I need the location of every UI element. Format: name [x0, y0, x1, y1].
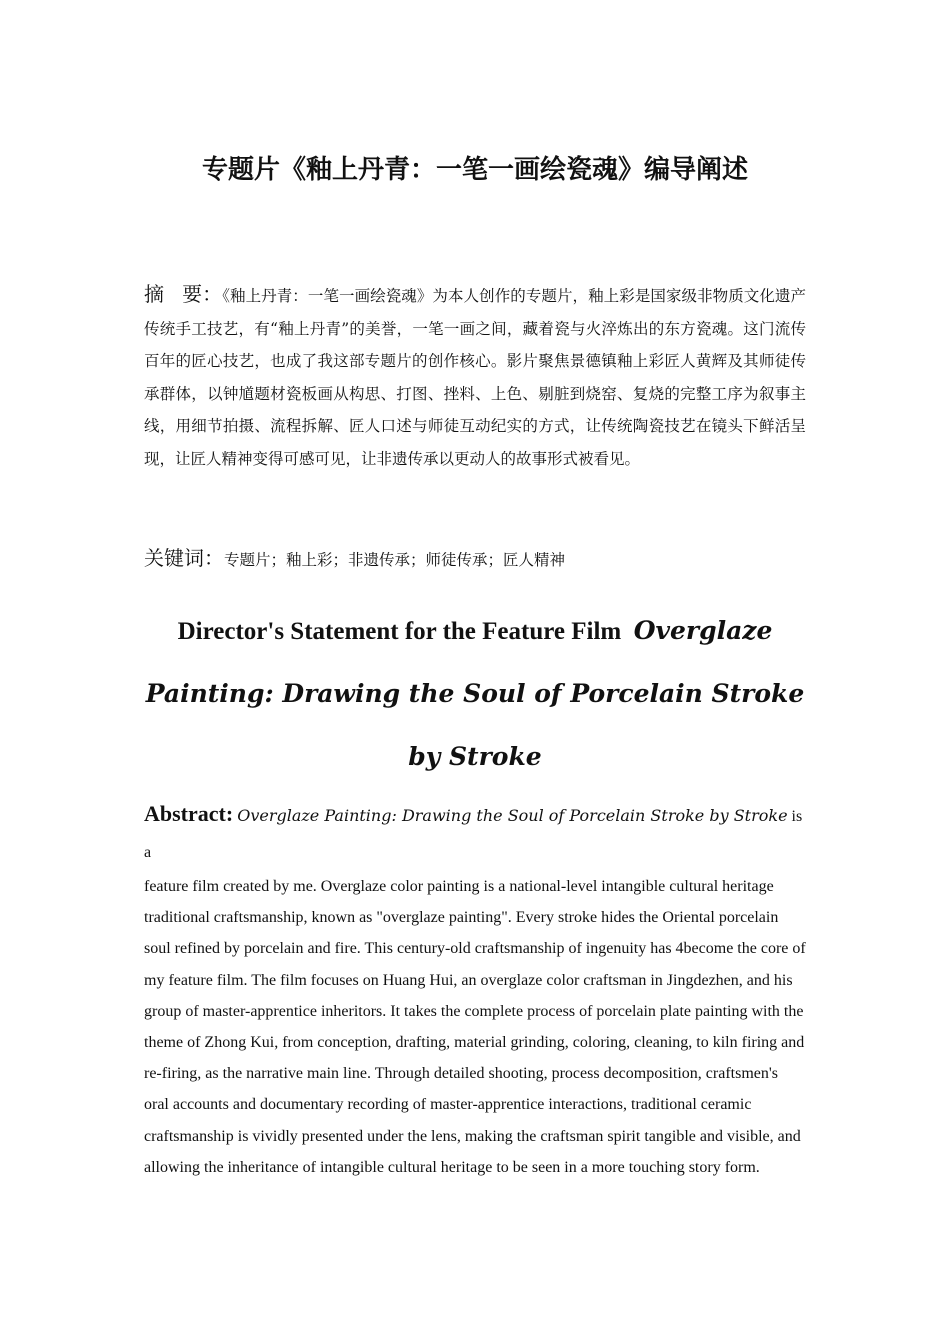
english-abstract-first-line — [144, 796, 806, 871]
english-abstract-film-title: Overglaze Painting: Drawing the Soul of Porcelain Stroke by Stroke — [237, 806, 788, 825]
english-abstract — [144, 796, 806, 1183]
english-title-film-name: Overglaze Painting: Drawing the Soul of Porcelain Stroke by Stroke — [145, 616, 805, 771]
english-title-prefix: Director's Statement for the Feature Film — [177, 618, 622, 645]
chinese-abstract — [144, 278, 806, 475]
chinese-keywords-text: 专题片；釉上彩；非遗传承；师徒传承；匠人精神 — [224, 551, 566, 569]
chinese-keywords-label: 关键词： — [144, 546, 224, 570]
chinese-abstract-text: 《釉上丹青：一笔一画绘瓷魂》为本人创作的专题片，釉上彩是国家级非物质文化遗产传统手工技艺，有“釉上丹青”的美誉，一笔一画之间，藏着瓷与火淬炼出的东方瓷魂。这门流传百年的匠心技艺，也成了我这部专题片的创作核心。影片聚焦景德镇釉上彩匠人黄辉及其师徒传承群体，以钟馗题材瓷板画从构思、打图、挫料、上色、剔脏到烧窑、复烧的完整工序为叙事主线，用细节拍摄、流程拆解、匠人口述与师徒互动纪实的方式，让传统陶瓷技艺在镜头下鲜活呈现，让匠人精神变得可感可见，让非遗传承以更动人的故事形式被看见。 — [144, 287, 807, 468]
english-abstract-text: feature film created by me. Overglaze color painting is a national-level intangible cultural heritage traditional craftsmanship, known as "overglaze painting". Every stroke hides the Oriental porcelain soul refined by porcelain and fire. This century-old craftsmanship of ingenuity has 4become the core of my feature film. The film focuses on Huang Hui, an overglaze color craftsman in Jingdezhen, and his group of master-apprentice inheritors. It takes the complete process of porcelain plate painting with the theme of Zhong Kui, from conception, drafting, material grinding, coloring, cleaning, to kiln firing and re-firing, as the narrative main line. Through detailed shooting, process decomposition, craftsmen's oral accounts and documentary recording of master-apprentice interactions, traditional ceramic craftsmanship is vividly presented under the lens, making the craftsman spirit tangible and visible, and allowing the inheritance of intangible cultural heritage to be seen in a more touching story form. — [144, 878, 806, 1176]
chinese-title: 专题片《釉上丹青：一笔一画绘瓷魂》编导阐述 — [201, 155, 748, 185]
english-abstract-after-title: is a — [144, 808, 803, 861]
english-abstract-label: Abstract: — [144, 801, 234, 826]
chinese-keywords — [144, 542, 806, 576]
chinese-abstract-label: 摘要： — [144, 282, 223, 306]
english-title — [144, 600, 806, 789]
